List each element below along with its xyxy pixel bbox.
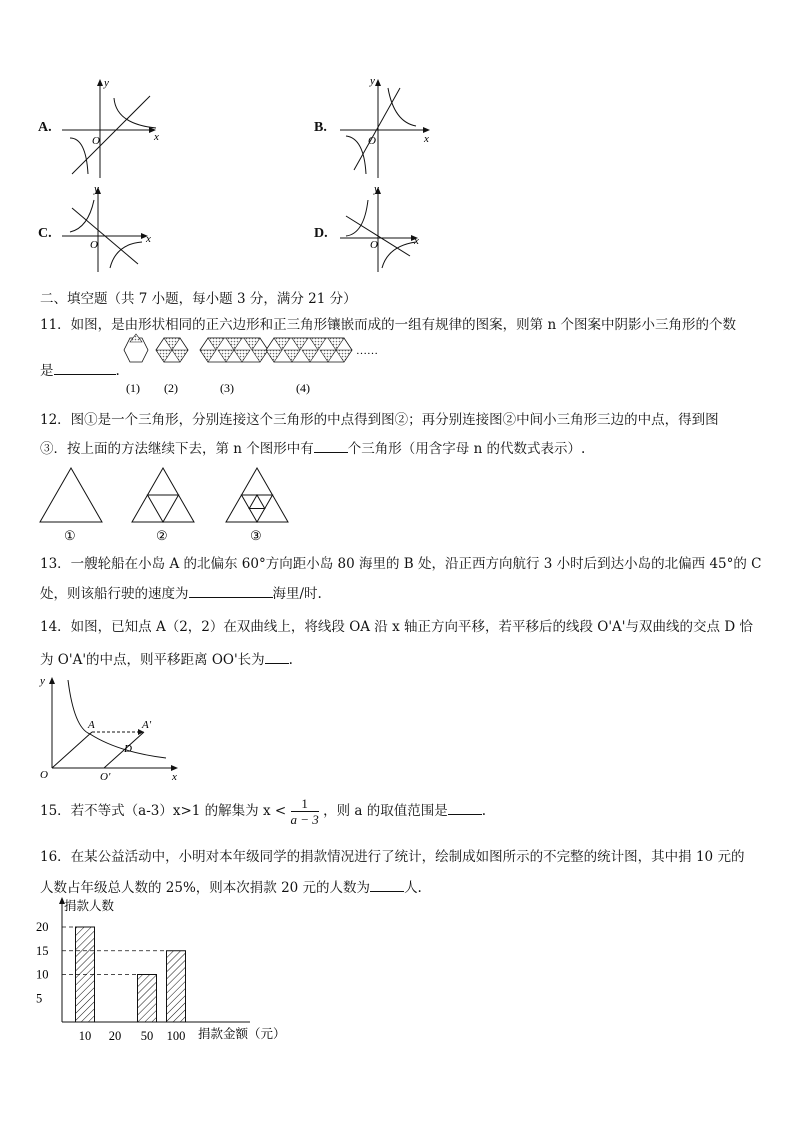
svg-text:y: y [94,183,99,195]
y-tick-label: 10 [36,967,49,982]
chart-ylabel: 捐款人数 [64,899,115,913]
svg-text:(1): (1) [126,381,140,395]
svg-text:O: O [40,769,48,781]
option-c-graph [58,184,168,276]
svg-text:x: x [424,133,429,145]
option-a-label: A. [38,120,52,135]
option-a-graph [58,74,168,182]
q12-triangle-figures [36,464,298,544]
svg-text:O: O [370,239,378,251]
q11-pattern-figures [122,334,378,400]
origin-label: O [92,135,100,147]
q14-line2: 为 O'A'的中点，则平移距离 OO'长为 . [40,652,293,668]
svg-text:y: y [370,75,375,87]
option-c-label: C. [38,226,52,241]
q14-answer-blank[interactable] [265,651,289,664]
x-axis-label: x [154,131,159,143]
svg-text:……: …… [356,345,378,357]
option-d-label: D. [314,226,328,241]
q16-line1: 16．在某公益活动中，小明对本年级同学的捐款情况进行了统计，绘制成如图所示的不完整的统计图，其中捐 10 元的 [40,849,745,865]
q12-line2: ③．按上面的方法继续下去，第 n 个图形中有 个三角形（用含字母 n 的代数式表示）. [40,441,586,457]
x-tick-label: 50 [140,1029,154,1043]
svg-text:A': A' [142,719,152,731]
q16-answer-blank[interactable] [370,879,404,892]
q16-line2: 人数占年级总人数的 25%，则本次捐款 20 元的人数为 人. [40,880,422,896]
q13-answer-blank[interactable] [189,585,273,598]
svg-text:O: O [368,135,376,147]
option-d-graph [336,184,446,276]
svg-text:x: x [146,233,151,245]
svg-text:x: x [414,235,419,247]
y-tick-label: 5 [36,991,43,1006]
q13-line1: 13．一艘轮船在小岛 A 的北偏东 60°方向距小岛 80 海里的 B 处，沿正西方向航行 3 小时后到达小岛的北偏西 45°的 C [40,556,762,572]
chart-xlabel: 捐款金额（元） [198,1027,286,1041]
svg-text:y: y [40,675,45,687]
svg-text:O: O [90,239,98,251]
svg-text:②: ② [156,528,168,543]
q14-line1: 14．如图，已知点 A（2，2）在双曲线上，将线段 OA 沿 x 轴正方向平移，若平移后的线段 O'A'与双曲线的交点 D 恰 [40,619,753,635]
svg-text:x: x [172,771,177,783]
section-header: 二、填空题（共 7 小题，每小题 3 分，满分 21 分） [40,291,357,307]
q14-hyperbola-figure [38,672,188,784]
q12-line1: 12．图①是一个三角形，分别连接这个三角形的中点得到图②；再分别连接图②中间小三角形三边的中点，得到图 [40,412,719,428]
option-b-graph [336,74,446,182]
x-tick-label: 20 [108,1029,122,1043]
svg-text:O': O' [100,771,111,783]
svg-text:D: D [124,743,132,755]
svg-text:(3): (3) [220,381,234,395]
q12-answer-blank[interactable] [314,440,348,453]
svg-text:(2): (2) [164,381,178,395]
bar-50 [138,975,157,1023]
y-tick-label: 15 [36,943,49,958]
q15-line: 15．若不等式（a-3）x>1 的解集为 x < $\frac{1}{a - 3}$ ，则 a 的取值范围是 . [40,796,487,827]
svg-text:③: ③ [250,528,262,543]
q11-line1: 11．如图，是由形状相同的正六边形和正三角形镶嵌而成的一组有规律的图案，则第 n 个图案中阴影小三角形的个数 [40,317,736,333]
q13-line2: 处，则该船行驶的速度为 海里/时. [40,586,322,602]
svg-text:①: ① [64,528,76,543]
donation-bar-chart [30,896,320,1046]
q11-answer-blank[interactable] [54,362,116,375]
svg-text:A: A [88,719,95,731]
q15-answer-blank[interactable] [448,802,482,815]
q15-fraction: $\frac{1}{a - 3}$ [290,796,319,827]
option-b-label: B. [314,120,327,135]
svg-text:y: y [374,183,379,195]
q11-line2: 是 . [40,363,120,379]
x-tick-label: 10 [78,1029,92,1043]
y-tick-label: 20 [36,920,49,934]
bar-100 [167,951,186,1022]
y-axis-label: y [104,77,109,89]
x-tick-label: 100 [166,1029,186,1043]
svg-text:(4): (4) [296,381,310,395]
